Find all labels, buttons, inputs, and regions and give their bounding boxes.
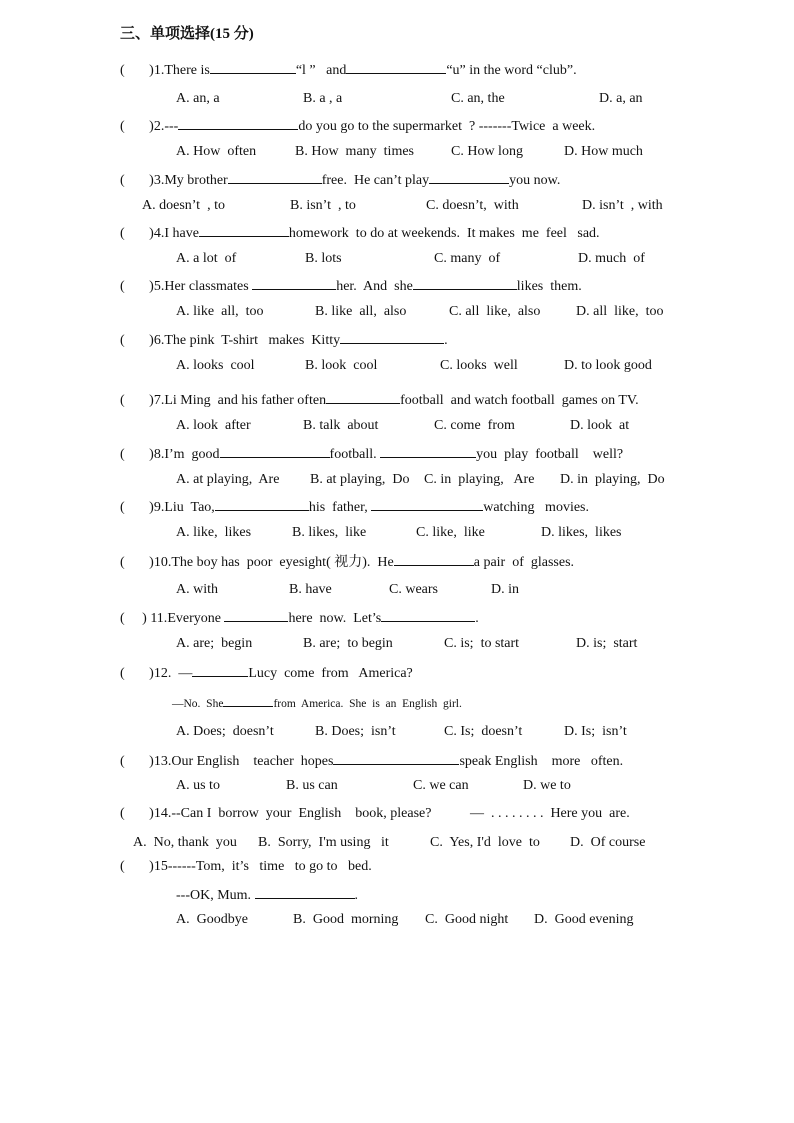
question-9: ( )9.Liu Tao, his father, watching movies.: [120, 500, 589, 515]
answer-blank[interactable]: [220, 445, 330, 458]
answer-blank[interactable]: [346, 61, 446, 74]
answer-blank[interactable]: [371, 498, 483, 511]
answer-paren[interactable]: ( ): [120, 63, 154, 78]
question-12-reply: —No. She from America. She is an English girl.: [172, 698, 462, 710]
option-d: D. to look good: [564, 358, 652, 373]
option-a: A. looks cool: [176, 358, 255, 373]
answer-paren[interactable]: ( ): [120, 555, 154, 570]
answer-blank[interactable]: [223, 696, 273, 707]
question-number: 1.: [153, 63, 165, 78]
option-b: B. us can: [286, 778, 338, 793]
option-c: C. Good night: [425, 912, 509, 927]
answer-blank[interactable]: [340, 331, 444, 344]
question-number: 11.: [146, 611, 168, 626]
option-a: A. like, likes: [176, 525, 252, 540]
answer-paren[interactable]: ( ): [120, 333, 154, 348]
question-11: ( ) 11.Everyone here now. Let’s .: [120, 611, 479, 626]
option-a: A. at playing, Are: [176, 472, 280, 487]
option-d: D. look at: [570, 418, 630, 433]
question-10: ( )10.The boy has poor eyesight( 视力). He a pair of glasses.: [120, 555, 575, 570]
answer-blank[interactable]: [252, 277, 336, 290]
option-b: B. like all, also: [315, 304, 407, 319]
question-number: 6.: [153, 333, 165, 348]
option-c: C. in playing, Are: [424, 472, 535, 487]
option-a: A. us to: [176, 778, 220, 793]
question-number: 13.: [153, 754, 172, 769]
answer-blank[interactable]: [381, 609, 475, 622]
option-d: D. we to: [523, 778, 571, 793]
question-15: ( )15------Tom, it’s time to go to bed.: [120, 859, 372, 874]
question-6: ( )6.The pink T-shirt makes Kitty .: [120, 333, 448, 348]
answer-paren[interactable]: ( ): [120, 666, 154, 681]
option-d: D. is; start: [576, 636, 638, 651]
option-b: B. have: [289, 582, 332, 597]
question-number: 3.: [153, 173, 165, 188]
option-b: B. are; to begin: [303, 636, 393, 651]
option-c: C. come from: [434, 418, 515, 433]
question-number: 2.---: [153, 119, 179, 134]
option-c: C. wears: [389, 582, 438, 597]
answer-blank[interactable]: [215, 498, 309, 511]
option-d: D. in playing, Do: [560, 472, 665, 487]
section-title: 三、单项选择(15 分): [120, 26, 254, 42]
option-d: D. a, an: [599, 91, 643, 106]
option-c: C. How long: [451, 144, 523, 159]
answer-blank[interactable]: [429, 171, 509, 184]
answer-paren[interactable]: ( ): [120, 806, 154, 821]
answer-paren[interactable]: ( ): [120, 611, 147, 626]
option-b: B. How many times: [295, 144, 414, 159]
option-a: A. Does; doesn’t: [176, 724, 274, 739]
answer-paren[interactable]: ( ): [120, 754, 154, 769]
question-13: ( )13.Our English teacher hopes speak English more often.: [120, 754, 624, 769]
option-c: C. all like, also: [449, 304, 541, 319]
answer-blank[interactable]: [228, 171, 322, 184]
option-b: B. lots: [305, 251, 342, 266]
answer-blank[interactable]: [326, 391, 400, 404]
question-number: 8.: [153, 447, 165, 462]
question-7: ( )7.Li Ming and his father often football and watch football games on TV.: [120, 393, 639, 408]
answer-blank[interactable]: [255, 886, 355, 899]
option-d: D. much of: [578, 251, 645, 266]
question-1: ( )1.There is “l ” and “u” in the word “club”.: [120, 63, 577, 78]
option-d: D. isn’t , with: [582, 198, 663, 213]
answer-paren[interactable]: ( ): [120, 393, 154, 408]
answer-blank[interactable]: [192, 664, 248, 677]
option-b: B. at playing, Do: [310, 472, 410, 487]
question-12: ( )12. — Lucy come from America?: [120, 666, 413, 681]
option-c: C. many of: [434, 251, 501, 266]
question-14: ( )14.--Can I borrow your English book, please? — . . . . . . . . Here you are.: [120, 806, 630, 821]
question-4: ( )4.I have homework to do at weekends. It makes me feel sad.: [120, 226, 600, 241]
question-number: 5.: [153, 279, 165, 294]
option-b: B. likes, like: [292, 525, 367, 540]
answer-paren[interactable]: ( ): [120, 447, 154, 462]
question-8: ( )8.I’m good football. you play football well?: [120, 447, 624, 462]
option-a: A. No, thank you: [133, 835, 237, 850]
option-d: D. Good evening: [534, 912, 634, 927]
question-number: 4.: [153, 226, 165, 241]
option-c: C. Is; doesn’t: [444, 724, 523, 739]
option-c: C. Yes, I'd love to: [430, 835, 540, 850]
option-c: C. we can: [413, 778, 469, 793]
option-b: B. isn’t , to: [290, 198, 356, 213]
answer-blank[interactable]: [178, 117, 298, 130]
answer-paren[interactable]: ( ): [120, 173, 154, 188]
question-number: 9.: [153, 500, 165, 515]
option-a: A. look after: [176, 418, 251, 433]
option-d: D. in: [491, 582, 519, 597]
question-number: 15------: [153, 859, 196, 874]
option-d: D. How much: [564, 144, 643, 159]
option-d: D. Is; isn’t: [564, 724, 627, 739]
option-b: B. Does; isn’t: [315, 724, 396, 739]
option-c: C. like, like: [416, 525, 485, 540]
answer-blank[interactable]: [394, 553, 474, 566]
question-5: ( )5.Her classmates her. And she likes them.: [120, 279, 582, 294]
option-c: C. doesn’t, with: [426, 198, 519, 213]
question-number: 7.: [153, 393, 165, 408]
answer-paren[interactable]: ( ): [120, 500, 154, 515]
answer-blank[interactable]: [413, 277, 517, 290]
option-a: A. are; begin: [176, 636, 253, 651]
option-c: C. an, the: [451, 91, 505, 106]
option-b: B. Sorry, I'm using it: [258, 835, 389, 850]
answer-blank[interactable]: [210, 61, 296, 74]
option-b: B. talk about: [303, 418, 379, 433]
option-a: A. like all, too: [176, 304, 264, 319]
option-a: A. Goodbye: [176, 912, 248, 927]
question-number: 12.: [153, 666, 172, 681]
option-a: A. doesn’t , to: [142, 198, 225, 213]
option-c: C. looks well: [440, 358, 518, 373]
option-d: D. likes, likes: [541, 525, 622, 540]
answer-blank[interactable]: [224, 609, 288, 622]
question-number: 10.: [153, 555, 172, 570]
question-2: ( )2.--- do you go to the supermarket ? -------Twice a week.: [120, 119, 596, 134]
answer-paren[interactable]: ( ): [120, 279, 154, 294]
option-b: B. look cool: [305, 358, 378, 373]
question-number: 14.--: [153, 806, 181, 821]
option-b: B. a , a: [303, 91, 343, 106]
answer-blank[interactable]: [333, 752, 459, 765]
question-15-reply: ---OK, Mum. .: [176, 888, 359, 903]
option-b: B. Good morning: [293, 912, 399, 927]
option-a: A. with: [176, 582, 218, 597]
question-3: ( )3.My brother free. He can’t play you now.: [120, 173, 561, 188]
answer-paren[interactable]: ( ): [120, 119, 154, 134]
answer-blank[interactable]: [380, 445, 476, 458]
option-a: A. a lot of: [176, 251, 237, 266]
answer-paren[interactable]: ( ): [120, 226, 154, 241]
option-d: D. all like, too: [576, 304, 664, 319]
option-c: C. is; to start: [444, 636, 520, 651]
option-d: D. Of course: [570, 835, 646, 850]
option-a: A. an, a: [176, 91, 220, 106]
option-a: A. How often: [176, 144, 257, 159]
answer-paren[interactable]: ( ): [120, 859, 154, 874]
answer-blank[interactable]: [199, 224, 289, 237]
